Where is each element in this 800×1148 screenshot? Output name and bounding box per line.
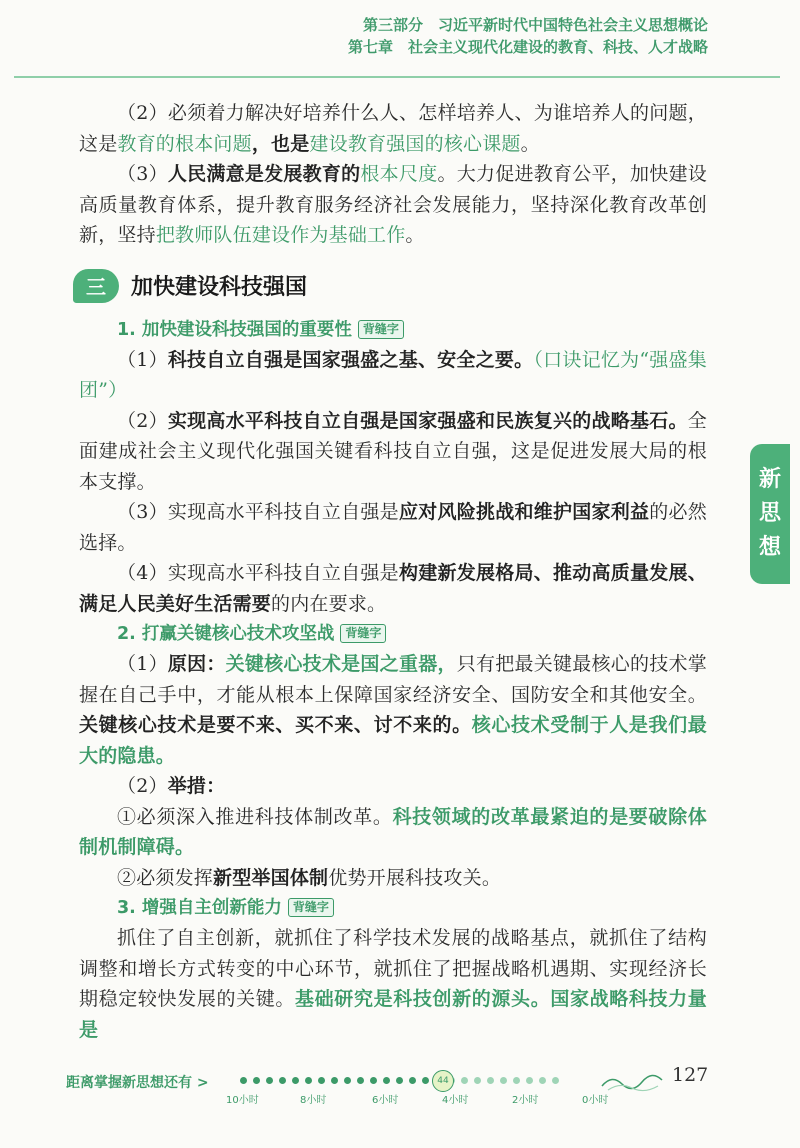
progress-dots — [240, 1077, 559, 1084]
bold-text: 应对风险挑战和维护国家利益 — [398, 501, 650, 523]
progress-dot — [552, 1077, 559, 1084]
paragraph — [79, 406, 707, 498]
subsection-title — [79, 893, 707, 923]
paragraph-3 — [79, 159, 707, 251]
paragraph — [79, 863, 707, 894]
progress-dot — [396, 1077, 403, 1084]
memorize-tag: 背缝字 — [358, 320, 404, 339]
hour-mark: 10小时 — [226, 1095, 259, 1106]
text: （4）实现高水平科技自立自强是 — [117, 562, 399, 584]
highlight: 把教师队伍建设作为基础工作 — [155, 224, 406, 246]
text: 只有把最关键最核心的技术掌握在自己手中，才能从根本上保障国家经济安全、国防安全和其他安全。 — [79, 653, 707, 706]
highlight: 建设教育强国的核心课题 — [309, 132, 521, 155]
running-header — [348, 14, 708, 58]
side-tab-char: 想 — [758, 535, 781, 560]
subsection-title-text: 3. 增强自主创新能力 — [117, 898, 282, 918]
highlight: 基础研究是科技创新的源头。国家战略科技力量是 — [79, 988, 708, 1041]
progress-dot — [331, 1077, 338, 1084]
hour-mark: 8小时 — [300, 1095, 327, 1106]
progress-dot — [422, 1077, 429, 1084]
section-heading — [73, 269, 707, 303]
mnemonic-note: （口诀记忆为“强盛集团”） — [79, 348, 707, 401]
hour-mark: 6小时 — [372, 1095, 399, 1106]
subsection-title — [79, 619, 707, 649]
progress-dot — [370, 1077, 377, 1084]
text: 的内在要求。 — [271, 592, 387, 615]
highlight: 关键核心技术是国之重器， — [225, 653, 457, 675]
progress-label: 距离掌握新思想还有 > — [66, 1075, 209, 1091]
progress-dot — [240, 1077, 247, 1084]
paragraph-2 — [79, 98, 707, 159]
text: 抓住了自主创新，就抓住了科学技术发展的战略基点，就抓住了结构调整和增长方式转变的中心环节，就抓住了把握战略机遇期、实现经济长期稳定较快发展的关键。 — [79, 927, 707, 1010]
text: ②必须发挥 — [117, 866, 214, 889]
subsection-title-text: 2. 打赢关键核心技术攻坚战 — [117, 624, 335, 644]
bold-text: 新型举国体制 — [213, 866, 329, 889]
paragraph — [79, 649, 707, 771]
progress-dot — [305, 1077, 312, 1084]
text: ，也是 — [251, 132, 310, 155]
header-chapter-title: 第七章 社会主义现代化建设的教育、科技、人才战略 — [347, 38, 708, 56]
text: （1） — [117, 653, 168, 675]
subsection-title-text: 1. 加快建设科技强国的重要性 — [117, 319, 352, 340]
progress-dot — [500, 1077, 507, 1084]
text: （3）实现高水平科技自立自强是 — [117, 501, 399, 523]
hour-mark: 0小时 — [582, 1095, 609, 1106]
side-tab-char: 思 — [758, 501, 781, 526]
header-divider — [14, 76, 780, 78]
section-number-badge: 三 — [73, 269, 119, 303]
memorize-tag: 背缝字 — [288, 898, 334, 917]
text: （2）必须着力解决好培养什么人、怎样培养人、为谁培养人的问题，这是 — [79, 102, 707, 155]
progress-dot — [513, 1077, 520, 1084]
highlight: 教育的根本问题 — [117, 132, 252, 155]
text: 。大力促进教育公平，加快建设高质量教育体系，提升教育服务经济社会发展能力，坚持深化教育改革创新，坚持 — [79, 163, 707, 246]
progress-dot — [526, 1077, 533, 1084]
highlight: 根本尺度 — [360, 163, 438, 185]
wave-icon — [600, 1068, 670, 1092]
bold-text: 关键核心技术是要不来、买不来、讨不来的。 — [79, 714, 472, 736]
text: （2） — [117, 775, 168, 797]
memorize-tag: 背缝字 — [340, 624, 386, 643]
paragraph — [79, 802, 707, 863]
bold-text: 实现高水平科技自立自强是国家强盛和民族复兴的战略基石。 — [167, 409, 688, 432]
bold-text: 科技自立自强是国家强盛之基、安全之要。 — [167, 348, 534, 371]
paragraph — [79, 923, 707, 1045]
progress-dot — [487, 1077, 494, 1084]
progress-dot — [344, 1077, 351, 1084]
paragraph — [79, 771, 707, 802]
text: 。 — [405, 224, 425, 246]
section-title: 加快建设科技强国 — [131, 275, 308, 300]
progress-dot — [474, 1077, 481, 1084]
text: （2） — [117, 409, 168, 432]
page-body — [79, 98, 707, 1045]
highlight: 科技领域的改革最紧迫的是要破除体制机制障碍。 — [79, 805, 707, 858]
text: 的必然选择。 — [79, 501, 707, 554]
side-tab-char: 新 — [758, 467, 781, 492]
paragraph — [79, 558, 707, 619]
text: （1） — [117, 348, 168, 371]
text: ①必须深入推进科技体制改革。 — [117, 805, 393, 828]
progress-dot — [253, 1077, 260, 1084]
progress-dot — [461, 1077, 468, 1084]
text: 优势开展科技攻关。 — [328, 866, 502, 889]
paragraph — [79, 497, 707, 558]
paragraph — [79, 345, 707, 406]
hour-mark: 4小时 — [442, 1095, 469, 1106]
progress-dot — [266, 1077, 273, 1084]
chapter-side-tab[interactable] — [750, 444, 790, 584]
text: 全面建成社会主义现代化强国关键看科技自立自强，这是促进发展大局的根本支撑。 — [79, 409, 707, 493]
bold-text: 构建新发展格局、推动高质量发展、满足人民美好生活需要 — [79, 562, 708, 615]
progress-dot — [357, 1077, 364, 1084]
bold-text: 原因： — [167, 653, 226, 675]
bold-text: 举措： — [167, 775, 226, 797]
text: （3） — [117, 163, 168, 185]
progress-footer — [0, 1060, 800, 1148]
progress-dot — [539, 1077, 546, 1084]
progress-marker-icon: 44 — [432, 1070, 454, 1092]
progress-dot — [279, 1077, 286, 1084]
progress-dot — [409, 1077, 416, 1084]
progress-dot — [383, 1077, 390, 1084]
page-number: 127 — [672, 1064, 709, 1086]
progress-dot — [318, 1077, 325, 1084]
text: 。 — [520, 132, 540, 155]
hour-mark: 2小时 — [512, 1095, 539, 1106]
progress-dot — [292, 1077, 299, 1084]
header-part-title: 第三部分 习近平新时代中国特色社会主义思想概论 — [362, 16, 708, 34]
bold-text: 人民满意是发展教育的 — [167, 163, 361, 185]
subsection-title — [79, 315, 707, 345]
highlight: 核心技术受制于人是我们最大的隐患。 — [79, 714, 707, 767]
